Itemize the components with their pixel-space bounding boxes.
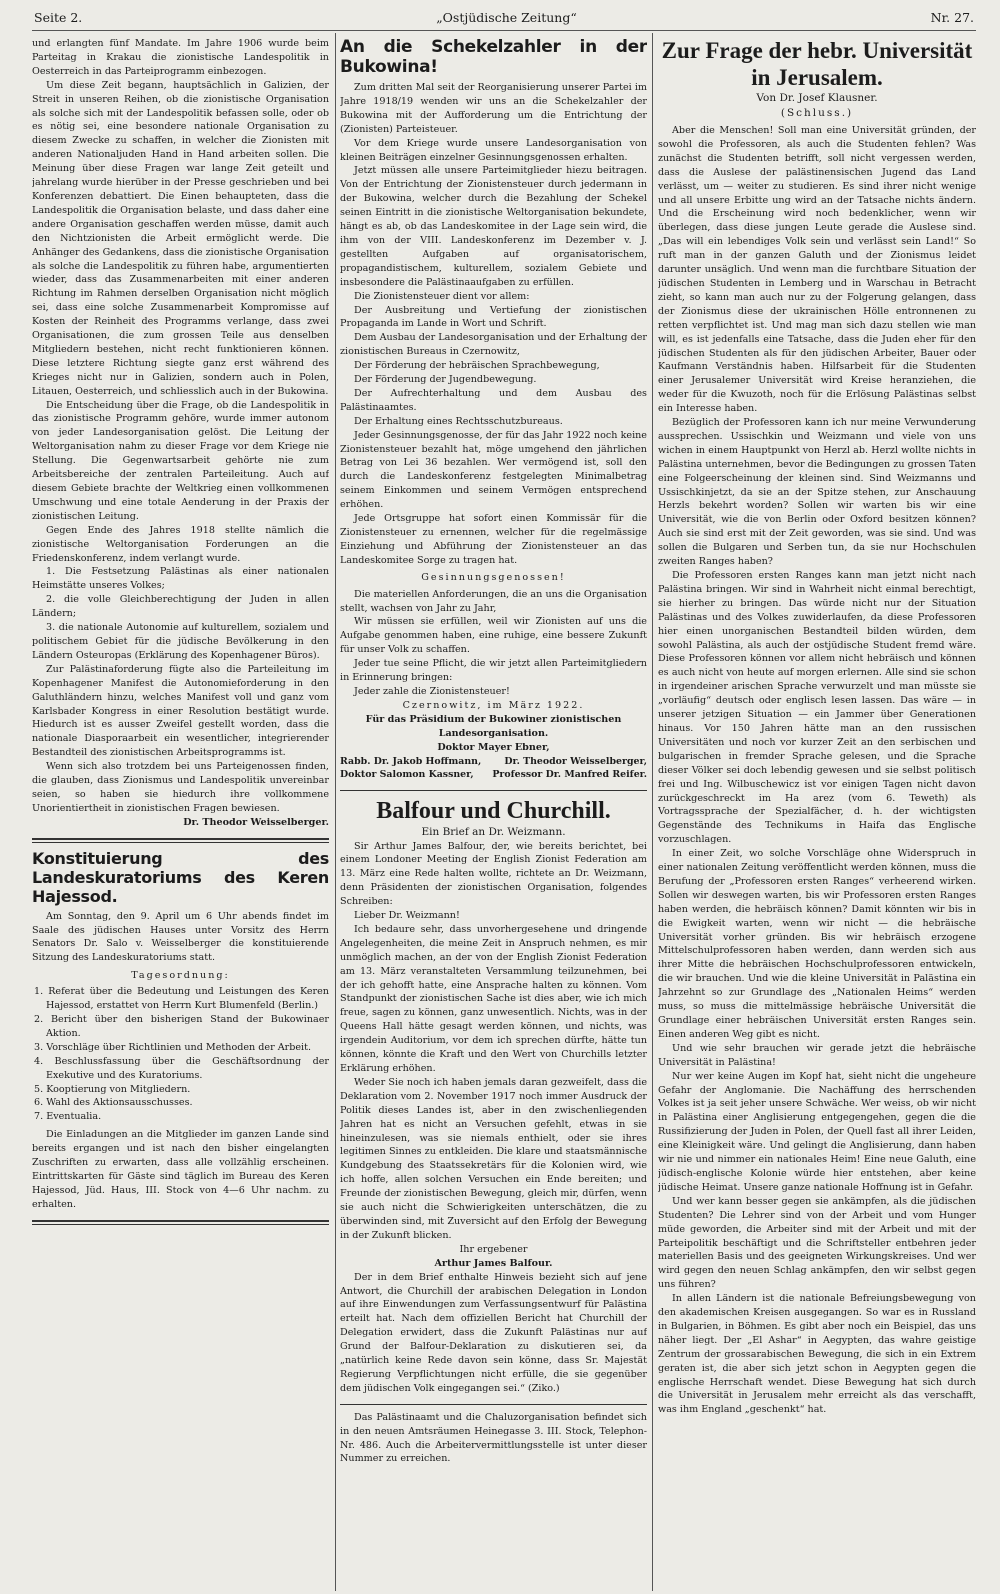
agenda-item: 2. Bericht über den bisherigen Stand der Bukowinaer Aktion.	[34, 1014, 329, 1039]
newspaper-name: „Ostjüdische Zeitung“	[436, 10, 577, 25]
column-rule	[335, 33, 336, 1591]
paragraph: 1. Die Festsetzung Palästinas als einer nationalen Heimstätte unseres Volkes;	[32, 566, 329, 592]
paragraph: Die Einladungen an die Mitglieder im ganzen Lande sind bereits ergangen und ist nach den bisher eingelangten Zuschriften zu erwarten, dass alle vollzählig erscheinen. Eintrittskarten für Gäste sind täglich im Bureau des Keren Hajessod, Jüd. Haus, III. Stock von 4—6 Uhr nachm. zu erhalten.	[32, 1129, 329, 1210]
paragraph: Der Förderung der hebräischen Sprachbewegung,	[354, 360, 600, 372]
signer: Professor Dr. Manfred Reifer.	[492, 769, 647, 780]
paragraph: Jeder Gesinnungsgenosse, der für das Jahr 1922 noch keine Zionistensteuer bezahlt hat, möge umgehend den jährlichen Betrag von Lei 36 bezahlen. Wer vermögend ist, soll den durch die Landeskonferenz festgelegten Minimalbetrag seinem Einkommen und seinem Vermögen entsprechend erhöhen.	[340, 429, 647, 511]
paragraph: Und wer kann besser gegen sie ankämpfen, als die jüdischen Studenten? Die Lehrer sind von der Arbeit und vom Hunger müde geworden, die Arbeiter sind mit der Arbeit und mit der Parteipolitik beschäftigt und die Schriftsteller entbehren jeder materiellen Basis und des geeigneten Wirkungskreises. Und wer wird gegen den neuen Schlag ankämpfen, den wir selbst gegen uns führen?	[658, 1195, 976, 1291]
board-line: Für das Präsidium der Bukowiner zionistischen Landesorganisation.	[365, 713, 622, 739]
paragraph: Zur Palästinaforderung fügte also die Parteileitung im Kopenhagener Manifest die Autonomieforderung in den Galuthländern hinzu, welches Manifest voll und ganz vom Karlsbader Kongress in einer Resolution bestätigt wurde. Hiedurch ist es ausser Zweifel gestellt worden, dass die nationale Diasporaarbeit ein wesentlicher, integrierender Bestandteil des zionistischen Arbeitsprogramms ist.	[32, 663, 329, 759]
author-signature: Dr. Theodor Weisselberger.	[183, 816, 329, 828]
paragraph: Jetzt müssen alle unsere Parteimitglieder hiezu beitragen. Von der Entrichtung der Zionistensteuer durch jedermann in der Bukowina, welcher durch die Bezahlung der Schekel seinen Eintritt in die zionistische Weltorganisation bekundete, hängt es ab, ob das Landeskomitee in der Lage sein wird, die ihm von der VIII. Landeskonferenz im Dezember v. J. gestellten Aufgaben auf organisatorischem, propagandistischem, kulturellem, sozialem Gebiete und insbesondere die Palästinaaufgaben zu erfüllen.	[340, 165, 647, 288]
paragraph: Vor dem Kriege wurde unsere Landesorganisation von kleinen Beiträgen einzelner Gesinnungsgenossen erhalten.	[340, 137, 647, 163]
page-header	[32, 10, 976, 31]
signer: Doktor Mayer Ebner,	[437, 741, 550, 753]
paragraph: Sir Arthur James Balfour, der, wie bereits berichtet, bei einem Londoner Meeting der English Zionist Federation am 13. März eine Rede halten wollte, richtete an Dr. Weizmann, denn Präsidenten der zionistischen Organisation, folgendes Schreiben:	[340, 840, 647, 908]
paragraph: 2. die volle Gleichberechtigung der Juden in allen Ländern;	[32, 594, 329, 620]
column-3	[658, 37, 976, 1589]
paragraph: In einer Zeit, wo solche Vorschläge ohne Widerspruch in einer nationalen Zeitung veröffentlicht werden können, muss die Berufung der „Professoren ersten Ranges“ verheerend wirken. Sollen wir deswegen warten, bis wir Professoren ersten Ranges haben werden, die hebräisch können? Damit könnten wir bis in die Ewigkeit warten, wenn wir nicht — die hebräische Universität vorher gründen. Bis wir hebräisch erzogene Mittelschulprofessoren haben werden, dann werden sich aus ihrer Mitte die hebräischen Hochschulprofessoren entwickeln, die wir brauchen. Und wie die kleine Universität in Palästina ein Jahrzehnt so zur Grundlage des „Nationalen Heims“ werden muss, so muss die mittelmässige hebräische Universität die Grundlage einer hebräischen Universität ersten Ranges sein. Einen anderen Weg gibt es nicht.	[658, 848, 976, 1040]
article-part: (Schluss.)	[780, 107, 854, 119]
paragraph: Die Professoren ersten Ranges kann man jetzt nicht nach Palästina bringen. Wir sind in Wahrheit nicht einmal berechtigt, sie hierher zu bringen. Das würde nicht nur der Situation Palästinas und des Volkes zuwiderlaufen, da diese Professoren hier einen unorganischen Bestandteil bilden würden, dem sowohl Palästina, als auch der ostjüdische Student fremd wäre. Diese Professoren können vor allem nicht hebräisch und können es auch nicht von heute auf morgen erlernen. Alle sind sie schon in irgendeiner arischen Sprache verwurzelt und man müsste sie „vorläufig“ deutsch oder englisch lesen lassen. Das wäre — in unserer jetzigen Situation — ein Jammer über Generationen hinaus. Vor 150 Jahren hätte man an den russischen Universitäten und noch vor kurzer Zeit an den serbischen und bulgarischen in fremder Sprache gelesen, und die Sprache dieser Völker sei doch lebendig gewesen und sie selbst politisch frei und Ing. Wilbuschewicz ist vor einigen Tagen nicht davon zurückgeschreckt im Ha arez (vom 6. Teweth) als Vortragssprache der Spezialfächer, d. h. der wichtigsten Gegenstände des Technikums in Haifa das Englische vorzuschlagen.	[658, 570, 976, 846]
paragraph: In allen Ländern ist die nationale Befreiungsbewegung von den akademischen Kreisen ausgegangen. So war es in Russland in Bulgarien, in Böhmen. Es gibt aber noch ein Beispiel, das uns näher liegt. Der „El Ashar“ in Aegypten, das wahre geistige Zentrum der grossarabischen Bewegung, die sich in ein Extrem geraten ist, die aber sich jetzt schon in Aegypten gegen die englische Herrschaft wendet. Diese Bewegung hat sich durch die Universität in Jerusalem mehr erreicht als das verschafft, was ihm England „geschenkt“ hat.	[658, 1293, 976, 1416]
agenda-title: Tagesordnung:	[131, 970, 230, 982]
paragraph: Zum dritten Mal seit der Reorganisierung unserer Partei im Jahre 1918/19 wenden wir uns an die Schekelzahler der Bukowina mit der Aufforderung um die Entrichtung der (Zionisten) Parteisteuer.	[340, 82, 647, 135]
signer: Doktor Salomon Kassner,	[340, 769, 474, 780]
column-rule	[652, 33, 653, 1591]
paragraph: Der in dem Brief enthalte Hinweis bezieht sich auf jene Antwort, die Churchill der arabischen Delegation in London auf ihre Einwendungen zum Verfassungsentwurf für Palästina erteilt hat. Nach dem offiziellen Bericht hat Churchill der Delegation erwidert, dass die Zukunft Palästinas nur auf Grund der Balfour-Deklaration zu diskutieren sei, da „natürlich keine Rede davon sein könne, dass Sr. Majestät Regierung Verpflichtungen nicht erfülle, die sie gegenüber dem jüdischen Volk eingegangen sei.“ (Ziko.)	[340, 1271, 647, 1394]
paragraph: Weder Sie noch ich haben jemals daran gezweifelt, dass die Deklaration vom 2. November 1917 noch immer Ausdruck der Politik dieses Landes ist, aber in den zwischenliegenden Jahren hat es nicht an Versuchen gefehlt, etwas in sie hineinzulesen, was sie niemals enthielt, oder sie ihres legitimen Sinnes zu entkleiden. Die klare und staatsmännische Kundgebung des Staatssekretärs für die Kolonien wird, wie ich hoffe, allen solchen Versuchen ein Ende bereiten; und Freunde der zionistischen Bewegung, gleich mir, dürfen, wenn sie auch nicht die Schwierigkeiten unterschätzen, die zu überwinden sind, mit Zuversicht auf den Erfolg der Bewegung in der Zukunft blicken.	[340, 1076, 647, 1241]
article-title: Konstituierung des Landeskuratoriums des Keren Hajessod.	[32, 848, 329, 906]
paragraph: Die materiellen Anforderungen, die an uns die Organisation stellt, wachsen von Jahr zu Jahr,	[340, 588, 647, 614]
place-date: Czernowitz, im März 1922.	[402, 699, 585, 711]
paragraph: Ich bedaure sehr, dass unvorhergesehene und dringende Angelegenheiten, die meine Zeit in Anspruch nehmen, es mir unmöglich machen, an der von der English Zionist Federation am 13. März veranstalteten Versammlung teilzunehmen, bei der ich gehofft hatte, eine Ansprache halten zu können. Vom Standpunkt der zionistischen Sache ist dies aber, wie ich mich freue, sagen zu können, ganz unwesentlich. Nichts, was in der Queens Hall hätte gesagt werden können, und nichts, was irgendein Auditorium, vor dem ich sprechen dürfte, hätte tun können, könnte die Kraft und den Wert von Churchills letzter Erklärung erhöhen.	[340, 923, 647, 1074]
paragraph: 3. die nationale Autonomie auf kulturellem, sozialem und politischem Gebiet für die jüdische Bevölkerung in den Ländern Osteuropas (Erklärung des Kopenhagener Büros).	[32, 622, 329, 661]
signer: Dr. Theodor Weisselberger,	[504, 755, 647, 767]
paragraph: Die Entscheidung über die Frage, ob die Landespolitik in das zionistische Programm gehöre, wurde immer autonom von jeder Landesorganisation gelöst. Die Leitung der Weltorganisation nahm zu dieser Frage vor dem Kriege nie Stellung. Die Gegenwartsarbeit gehörte nie zum Arbeitsbereiche der zentralen Parteileitung. Auch auf diesem Gebiete brachte der Weltkrieg einen vollkommenen Umschwung und eine totale Aenderung in der Praxis der zionistischen Leitung.	[32, 399, 329, 522]
column-1	[32, 37, 329, 1589]
letter-signature: Arthur James Balfour.	[434, 1257, 553, 1269]
paragraph: Die Zionistensteuer dient vor allem:	[354, 290, 530, 302]
paragraph: Der Förderung der Jugendbewegung.	[354, 374, 537, 386]
notice: Das Palästinaamt und die Chaluzorganisation befindet sich in den neuen Amtsräumen Heinegasse 3. III. Stock, Telephon-Nr. 486. Auch die Arbeitervermittlungsstelle ist unter dieser Nummer zu erreichen.	[340, 1411, 647, 1465]
section-divider	[340, 1404, 647, 1405]
greeting: Gesinnungsgenossen!	[421, 571, 566, 583]
paragraph: Um diese Zeit begann, hauptsächlich in Galizien, der Streit in unseren Reihen, ob die zionistische Organisation als solche sich mit der Landespolitik befassen solle, oder ob es nötig sei, eine besondere nationale Organisation zu diesem Zwecke zu schaffen, in welcher die Zionisten mit anderen Nationaljuden Hand in Hand arbeiten sollen. Die Meinung über diese Fragen war lange Zeit geteilt und jahrelang wurde hierüber in der Presse geschrieben und bei Konferenzen debattiert. Die Einen behaupteten, dass die Landespolitik die Organisation belaste, und dass daher eine andere Organisation geschaffen werden müsse, damit auch den Nichtzionisten die Arbeit ermöglicht werde. Die Anhänger des Gedankens, dass die zionistische Organisation als solche die Landespolitik zu führen habe, argumentierten wieder, dass das Zusammenarbeiten mit einer anderen Richtung im Rahmen derselben Organisation nicht möglich sei, dass eine solche Zusammenarbeit Kompromisse auf Kosten der Reinheit des Programms verlange, dass zwei Organisationen, die zum grossen Teile aus denselben Mitgliedern bestehen, nicht recht funktionieren können. Diese letztere Richtung siegte ganz erst während des Krieges nicht nur in Galizien, sondern auch in Polen, Litauen, Oesterreich, und schliesslich auch in der Bukowina.	[32, 79, 329, 397]
column-2	[340, 37, 647, 1589]
paragraph: Wir müssen sie erfüllen, weil wir Zionisten auf uns die Aufgabe genommen haben, eine ruhige, eine bessere Zukunft für unser Volk zu schaffen.	[340, 616, 647, 656]
paragraph: Wenn sich also trotzdem bei uns Parteigenossen finden, die glauben, dass Zionismus und Landespolitik unvereinbar seien, so haben sie hiedurch ihre vollkommene Unorientiertheit in zionistischen Fragen bewiesen.	[32, 761, 329, 814]
paragraph: Jede Ortsgruppe hat sofort einen Kommissär für die Zionistensteuer zu ernennen, welcher für die regelmässige Einziehung und Abführung der Zionistensteuer an das Landeskomitee Sorge zu tragen hat.	[340, 513, 647, 566]
paragraph: Der Aufrechterhaltung und dem Ausbau des Palästinaamtes.	[340, 387, 647, 413]
paragraph: Und wie sehr brauchen wir gerade jetzt die hebräische Universität in Palästina!	[658, 1042, 976, 1068]
paragraph: Nur wer keine Augen im Kopf hat, sieht nicht die ungeheure Gefahr der Anglomanie. Die Nachäffung des herrschenden Volkes ist ja seit jeher unsere Schwäche. Wer weiss, ob wir nicht in Palästina einer Anglisierung entgegengehen, gegen die die Russifizierung der Juden in Polen, der Quell fast all ihrer Leiden, eine Kleinigkeit wäre. Und gelingt die Anglisierung, dann haben wir nie und nimmer ein nationales Heim! Eine neue Galuth, eine jüdisch-englische Kolonie würde hier entstehen, aber keine jüdische Heimat. Unsere ganze nationale Hoffnung ist in Gefahr.	[658, 1070, 976, 1193]
article-subtitle: Ein Brief an Dr. Weizmann.	[421, 825, 566, 838]
page-number: Seite 2.	[34, 10, 83, 25]
signer-row	[340, 768, 647, 782]
paragraph: Dem Ausbau der Landesorganisation und der Erhaltung der zionistischen Bureaus in Czernowitz,	[340, 332, 647, 358]
signer: Rabb. Dr. Jakob Hoffmann,	[340, 755, 482, 767]
agenda-item: 3. Vorschläge über Richtlinien und Methoden der Arbeit.	[34, 1041, 312, 1053]
issue-number: Nr. 27.	[930, 10, 974, 25]
agenda-item: 4. Beschlussfassung über die Geschäftsordnung der Exekutive und des Kuratoriums.	[34, 1055, 329, 1081]
section-divider	[32, 838, 329, 843]
paragraph: Bezüglich der Professoren kann ich nur meine Verwunderung aussprechen. Ussischkin und Weizmann und viele von uns wichen in einem Hauptpunkt von Herzl ab. Herzl wollte nichts in Palästina unternehmen, bevor die Bedingungen zu grossen Taten eine Folgeerscheinung der kleinen sind. Sind Weizmanns und Ussischkinjetzt, da sie an der Spitze stehen, zur Anschauung Herzls bekehrt worden? Sollen wir warten bis wir eine Universität, wie die von Berlin oder Oxford besitzen können? Auch sie sind erst mit der Zeit geworden, was sie sind. Und was sollen die Bulgaren und Serben tun, da sie nur Hochschulen zweiten Ranges haben?	[658, 417, 976, 568]
agenda-item: 6. Wahl des Aktionsausschusses.	[34, 1097, 193, 1109]
paragraph: Der Erhaltung eines Rechtsschutzbureaus.	[354, 415, 563, 427]
article-title: Zur Frage der hebr. Universität in Jerusalem.	[661, 38, 973, 90]
paragraph: und erlangten fünf Mandate. Im Jahre 1906 wurde beim Parteitag in Krakau die zionistische Landespolitik in Oesterreich in das Parteiprogramm einbezogen.	[32, 38, 329, 77]
article-title: An die Schekelzahler in der Bukowina!	[340, 37, 647, 77]
article-author: Von Dr. Josef Klausner.	[756, 92, 878, 104]
agenda-item: 7. Eventualia.	[34, 1111, 102, 1123]
letter-closing: Ihr ergebener	[459, 1243, 528, 1255]
paragraph: Der Ausbreitung und Vertiefung der zionistischen Propaganda im Lande in Wort und Schrift.	[340, 304, 647, 330]
paragraph: Aber die Menschen! Soll man eine Universität gründen, der sowohl die Professoren, als auch die Studenten fehlen? Was zunächst die Studenten betrifft, soll nicht vergessen werden, dass die Auslese der palästinensischen Jugend das Land verlässt, um — weiter zu studieren. Es sind ihrer nicht wenige und all unsere Erbitte ung wird an der Tatsache nichts ändern. Und die Erscheinung wird noch bedenklicher, wenn wir überlegen, dass diese jungen Leute gerade die Auslese sind. „Das will ein lebendiges Volk sein und verlässt sein Land!“ So ruft man in der ganzen Galuth und der Zionismus leidet darunter unsäglich. Und wenn man die furchtbare Situation der jüdischen Studenten in Lemberg und in Warschau in Betracht zieht, so kann man auch nur zu der Folgerung gelangen, dass der Zionismus diese der ukrainischen Hölle entronnenen zu retten verpflichtet ist. Und mag man sich dazu stellen wie man will, es ist jedenfalls eine Tatsache, dass die Juden eher für den jüdischen Studenten als für den jüdischen Arbeiter, Bauer oder Kaufmann Verständnis haben. Hilfsarbeit für die Studenten einer Jerusalemer Universität wird Kreise heranziehen, die weder für die Kwuzoth, noch für die Erlösung Palästinas selbst ein Interesse haben.	[658, 125, 976, 415]
section-divider	[32, 1220, 329, 1225]
signer-row	[340, 755, 647, 769]
columns	[32, 31, 976, 1591]
article-title: Balfour und Churchill.	[376, 797, 611, 824]
section-divider	[340, 790, 647, 791]
paragraph: Gegen Ende des Jahres 1918 stellte nämlich die zionistische Weltorganisation Forderungen an die Friedenskonferenz, indem verlangt wurde.	[32, 524, 329, 564]
paragraph: Jeder tue seine Pflicht, die wir jetzt allen Parteimitgliedern in Erinnerung bringen:	[340, 658, 647, 684]
paragraph: Am Sonntag, den 9. April um 6 Uhr abends findet im Saale des jüdischen Hauses unter Vorsitz des Herrn Senators Dr. Salo v. Weisselberger die konstituierende Sitzung des Landeskuratoriums statt.	[32, 910, 329, 964]
paragraph: Jeder zahle die Zionistensteuer!	[354, 685, 510, 697]
agenda-list	[32, 985, 329, 1124]
paragraph: Lieber Dr. Weizmann!	[354, 910, 460, 922]
agenda-item: 5. Kooptierung von Mitgliedern.	[34, 1083, 191, 1095]
agenda-item: 1. Referat über die Bedeutung und Leistungen des Keren Hajessod, erstattet von Herrn Kurt Blumenfeld (Berlin.)	[34, 986, 329, 1012]
